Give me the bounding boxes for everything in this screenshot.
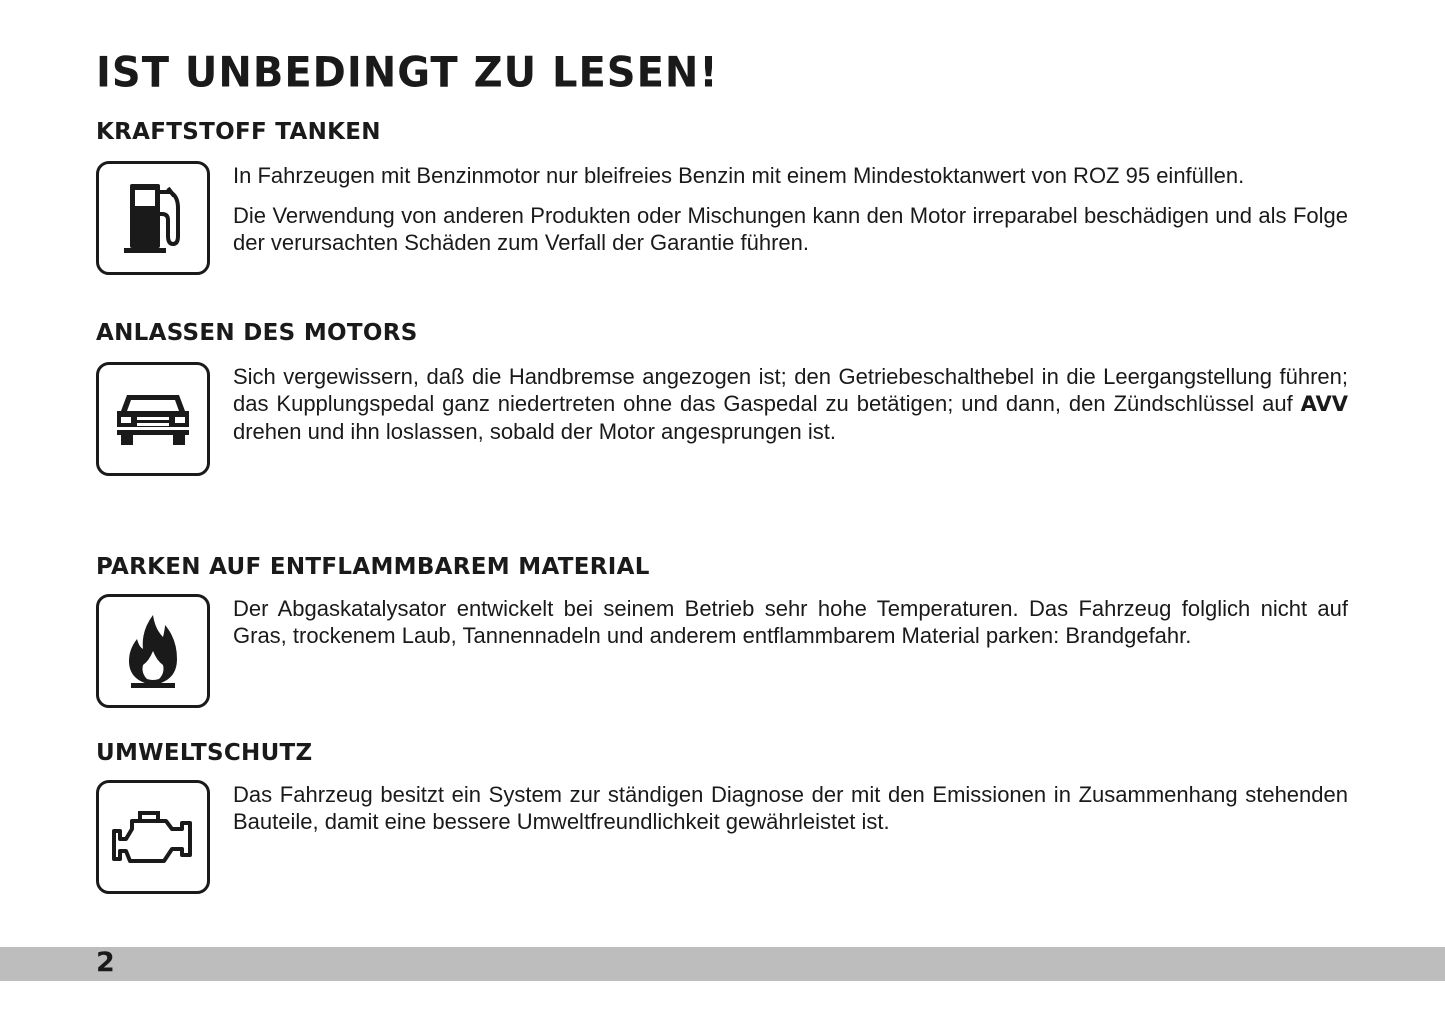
section-heading: ANLASSEN DES MOTORS xyxy=(96,320,418,346)
page-number: 2 xyxy=(96,947,115,978)
car-front-icon xyxy=(96,362,210,476)
section-heading: KRAFTSTOFF TANKEN xyxy=(96,119,381,145)
section-heading: UMWELTSCHUTZ xyxy=(96,740,313,766)
section-environment xyxy=(96,739,1348,834)
engine-icon xyxy=(96,780,210,894)
flame-icon xyxy=(96,594,210,708)
section-parking xyxy=(96,553,1348,648)
text-after-bold: drehen und ihn loslassen, sobald der Motor angesprungen ist. xyxy=(233,419,836,444)
section-heading: PARKEN AUF ENTFLAMMBAREM MATERIAL xyxy=(96,554,650,580)
key-position-avv: AVV xyxy=(1300,392,1348,416)
section-fuel xyxy=(96,118,1348,255)
paragraph: Die Verwendung von anderen Produkten oder Mischungen kann den Motor irreparabel beschädigen und als Folge der verursachten Schäden zum Verfall der Garantie führen. xyxy=(233,203,1348,255)
paragraph: In Fahrzeugen mit Benzinmotor nur bleifreies Benzin mit einem Mindestoktanwert von ROZ 95 einfüllen. xyxy=(233,163,1245,188)
paragraph: Der Abgaskatalysator entwickelt bei seinem Betrieb sehr hohe Temperaturen. Das Fahrzeug folglich nicht auf Gras, trockenem Laub, Tannennadeln und anderem entflammbarem Material parken: Brandgefahr. xyxy=(233,596,1348,648)
footer-bar xyxy=(0,947,1445,981)
text-before-bold: Sich vergewissern, daß die Handbremse angezogen ist; den Getriebeschalthebel in die Leergangstellung führen; das Kupplungspedal ganz niedertreten ohne das Gaspedal zu betätigen; und dann, den Zündschlüssel auf xyxy=(233,364,1348,416)
fuel-pump-icon xyxy=(96,161,210,275)
page-title: IST UNBEDINGT ZU LESEN! xyxy=(96,48,719,98)
paragraph: Das Fahrzeug besitzt ein System zur ständigen Diagnose der mit den Emissionen in Zusammenhang stehenden Bauteile, damit eine bessere Umweltfreundlichkeit gewährleistet ist. xyxy=(233,782,1348,834)
section-start-engine xyxy=(96,319,1348,444)
paragraph xyxy=(233,363,1348,445)
